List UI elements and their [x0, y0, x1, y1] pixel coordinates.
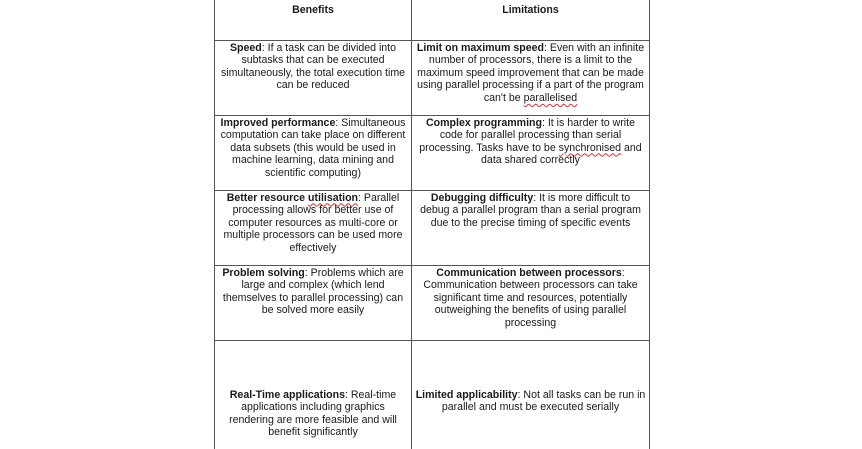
benefit-cell [215, 115, 412, 190]
spellcheck-underline: synchronised [558, 141, 622, 154]
limitation-term: Debugging difficulty [430, 191, 534, 204]
table-row [215, 115, 650, 190]
benefit-term: Speed [229, 41, 262, 54]
limitation-text: : Communication between processors can take significant time and resources, potentially outweighing the benefits of using parallel processing [423, 266, 638, 329]
table-row [215, 190, 650, 265]
benefits-limitations-table-wrapper [214, 0, 649, 449]
limitation-text: : It is harder to write code for parallel processing than serial processing. Tasks have to be synchronised and data shared correctly [419, 116, 642, 167]
spellcheck-underline: utilisation [308, 191, 359, 204]
benefit-term: Improved performance [220, 116, 336, 129]
benefit-term: Problem solving [222, 266, 305, 279]
limitation-term: Limited applicability [415, 388, 518, 401]
benefit-text: : Problems which are large and complex (which lend themselves to parallel processing) can be solved more easily [222, 266, 404, 317]
table-row [215, 340, 650, 449]
limitation-term: Communication between processors [436, 266, 622, 279]
header-benefits: Benefits [215, 0, 412, 40]
benefit-term: Real-Time applications [229, 388, 345, 401]
benefit-text: : Simultaneous computation can take place on different data subsets (this would be used in machine learning, data mining and scientific computing) [220, 116, 406, 179]
benefit-text: : Parallel processing allows for better use of computer resources as multi-core or multiple processors can be used more effectively [223, 191, 403, 254]
benefit-cell [215, 340, 412, 449]
limitation-text: : Not all tasks can be run in parallel and must be executed serially [441, 388, 646, 414]
benefit-cell [215, 40, 412, 115]
limitation-term: Complex programming [426, 116, 542, 129]
limitation-cell [412, 265, 650, 340]
limitation-text: : Even with an infinite number of processors, there is a limit to the maximum speed improvement that can be made using parallel processing if a part of the program can't be parallelised [417, 41, 645, 104]
table-row [215, 265, 650, 340]
limitation-term: Limit on maximum speed [416, 41, 545, 54]
benefit-term: Better resource utilisation [226, 191, 359, 204]
header-limitations: Limitations [412, 0, 650, 40]
benefit-cell [215, 265, 412, 340]
benefits-limitations-table [214, 0, 650, 449]
limitation-cell [412, 190, 650, 265]
limitation-cell [412, 340, 650, 449]
benefit-text: : Real-time applications including graphics rendering are more feasible and will benefit significantly [229, 388, 397, 439]
benefit-cell [215, 190, 412, 265]
limitation-text: : It is more difficult to debug a parallel program than a serial program due to the precise timing of specific events [420, 191, 641, 229]
spellcheck-underline: parallelised [523, 91, 578, 104]
limitation-cell [412, 115, 650, 190]
benefit-text: : If a task can be divided into subtasks that can be executed simultaneously, the total execution time can be reduced [220, 41, 406, 92]
table-header-row [215, 0, 650, 40]
limitation-cell [412, 40, 650, 115]
table-row [215, 40, 650, 115]
